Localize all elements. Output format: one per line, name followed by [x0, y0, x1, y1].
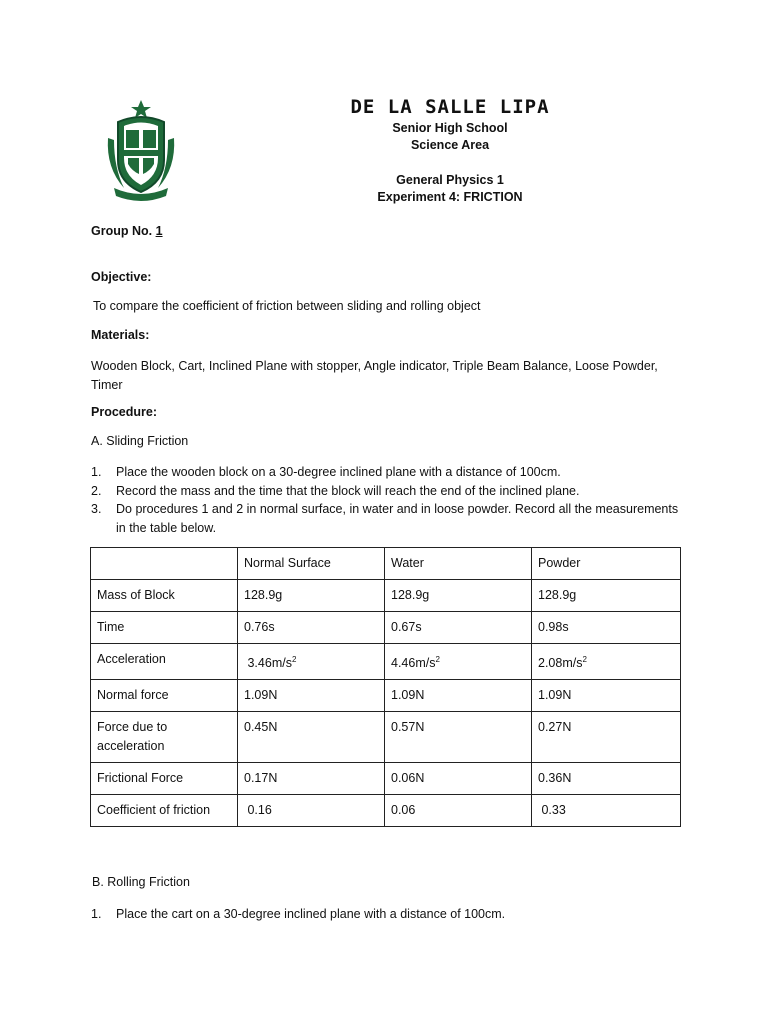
table-row [91, 712, 681, 763]
table-cell: 0.06N [385, 763, 532, 795]
cell-value: 3.46m/s [247, 656, 292, 671]
school-name: DE LA SALLE LIPA [350, 96, 550, 118]
cell-value: 0.16 [247, 803, 272, 818]
group-value: 1 [155, 224, 163, 238]
table-header-cell: Powder [532, 548, 681, 580]
table-cell: 0.36N [532, 763, 681, 795]
unit-superscript: 2 [291, 655, 297, 664]
table-cell: 1.09N [532, 680, 681, 712]
row-label: Normal force [91, 680, 238, 712]
table-cell: 128.9g [238, 580, 385, 612]
table-cell: 0.57N [385, 712, 532, 763]
materials-text: Wooden Block, Cart, Inclined Plane with stopper, Angle indicator, Triple Beam Balance, Loose Powder, Timer [91, 359, 658, 392]
step-number: 1. [91, 907, 102, 921]
table-cell [532, 795, 681, 827]
division-label: Senior High School [392, 121, 508, 135]
experiment-title: Experiment 4: FRICTION [377, 190, 523, 204]
school-crest-logo [104, 98, 178, 202]
table-cell: 0.06 [385, 795, 532, 827]
list-item [91, 463, 691, 482]
table-row [91, 680, 681, 712]
group-label: Group No. [91, 224, 153, 238]
table-header-row [91, 548, 681, 580]
table-cell [385, 644, 532, 680]
table-cell: 0.67s [385, 612, 532, 644]
table-cell: 0.76s [238, 612, 385, 644]
cell-value: 4.46m/s [391, 656, 436, 671]
table-row [91, 795, 681, 827]
table-cell: 1.09N [238, 680, 385, 712]
table-row [91, 763, 681, 795]
unit-superscript: 2 [435, 655, 440, 664]
materials-heading: Materials: [91, 328, 150, 342]
row-label: Force due to acceleration [91, 712, 238, 763]
table-row [91, 644, 681, 680]
table-cell: 0.27N [532, 712, 681, 763]
procedure-steps-a [91, 463, 691, 537]
table-cell: 128.9g [385, 580, 532, 612]
step-number: 3. [91, 502, 102, 516]
section-b-heading: B. Rolling Friction [92, 875, 190, 889]
objective-text: To compare the coefficient of friction between sliding and rolling object [93, 299, 481, 313]
course-title: General Physics 1 [396, 173, 504, 187]
step-text: Record the mass and the time that the block will reach the end of the inclined plane. [116, 483, 580, 498]
cell-value: 2.08m/s [538, 656, 583, 671]
list-item [91, 500, 691, 537]
table-header-cell [91, 548, 238, 580]
objective-heading: Objective: [91, 270, 152, 284]
list-item [91, 905, 691, 924]
row-label: Frictional Force [91, 763, 238, 795]
unit-superscript: 2 [582, 655, 587, 664]
table-cell [532, 644, 681, 680]
procedure-steps-b [91, 905, 691, 924]
row-label: Mass of Block [91, 580, 238, 612]
table-row [91, 612, 681, 644]
table-cell: 1.09N [385, 680, 532, 712]
table-cell: 0.45N [238, 712, 385, 763]
section-a-heading: A. Sliding Friction [91, 434, 189, 448]
measurements-table [90, 547, 681, 827]
table-row [91, 580, 681, 612]
table-cell [238, 795, 385, 827]
list-item [91, 482, 691, 501]
step-number: 1. [91, 465, 102, 479]
cell-value: 0.33 [541, 803, 566, 818]
row-label: Acceleration [91, 644, 238, 680]
table-header-cell: Normal Surface [238, 548, 385, 580]
step-number: 2. [91, 483, 102, 498]
step-text: Place the wooden block on a 30-degree inclined plane with a distance of 100cm. [116, 465, 561, 479]
table-cell [238, 644, 385, 680]
group-number [91, 224, 163, 238]
procedure-heading: Procedure: [91, 405, 157, 419]
table-cell: 0.98s [532, 612, 681, 644]
step-text: Place the cart on a 30-degree inclined plane with a distance of 100cm. [116, 907, 506, 921]
step-text: Do procedures 1 and 2 in normal surface, in water and in loose powder. Record all the measurements in the table below. [116, 502, 679, 535]
area-label: Science Area [410, 138, 490, 152]
table-header-cell: Water [385, 548, 532, 580]
row-label: Time [91, 612, 238, 644]
row-label: Coefficient of friction [91, 795, 238, 827]
table-cell: 128.9g [532, 580, 681, 612]
table-cell: 0.17N [238, 763, 385, 795]
